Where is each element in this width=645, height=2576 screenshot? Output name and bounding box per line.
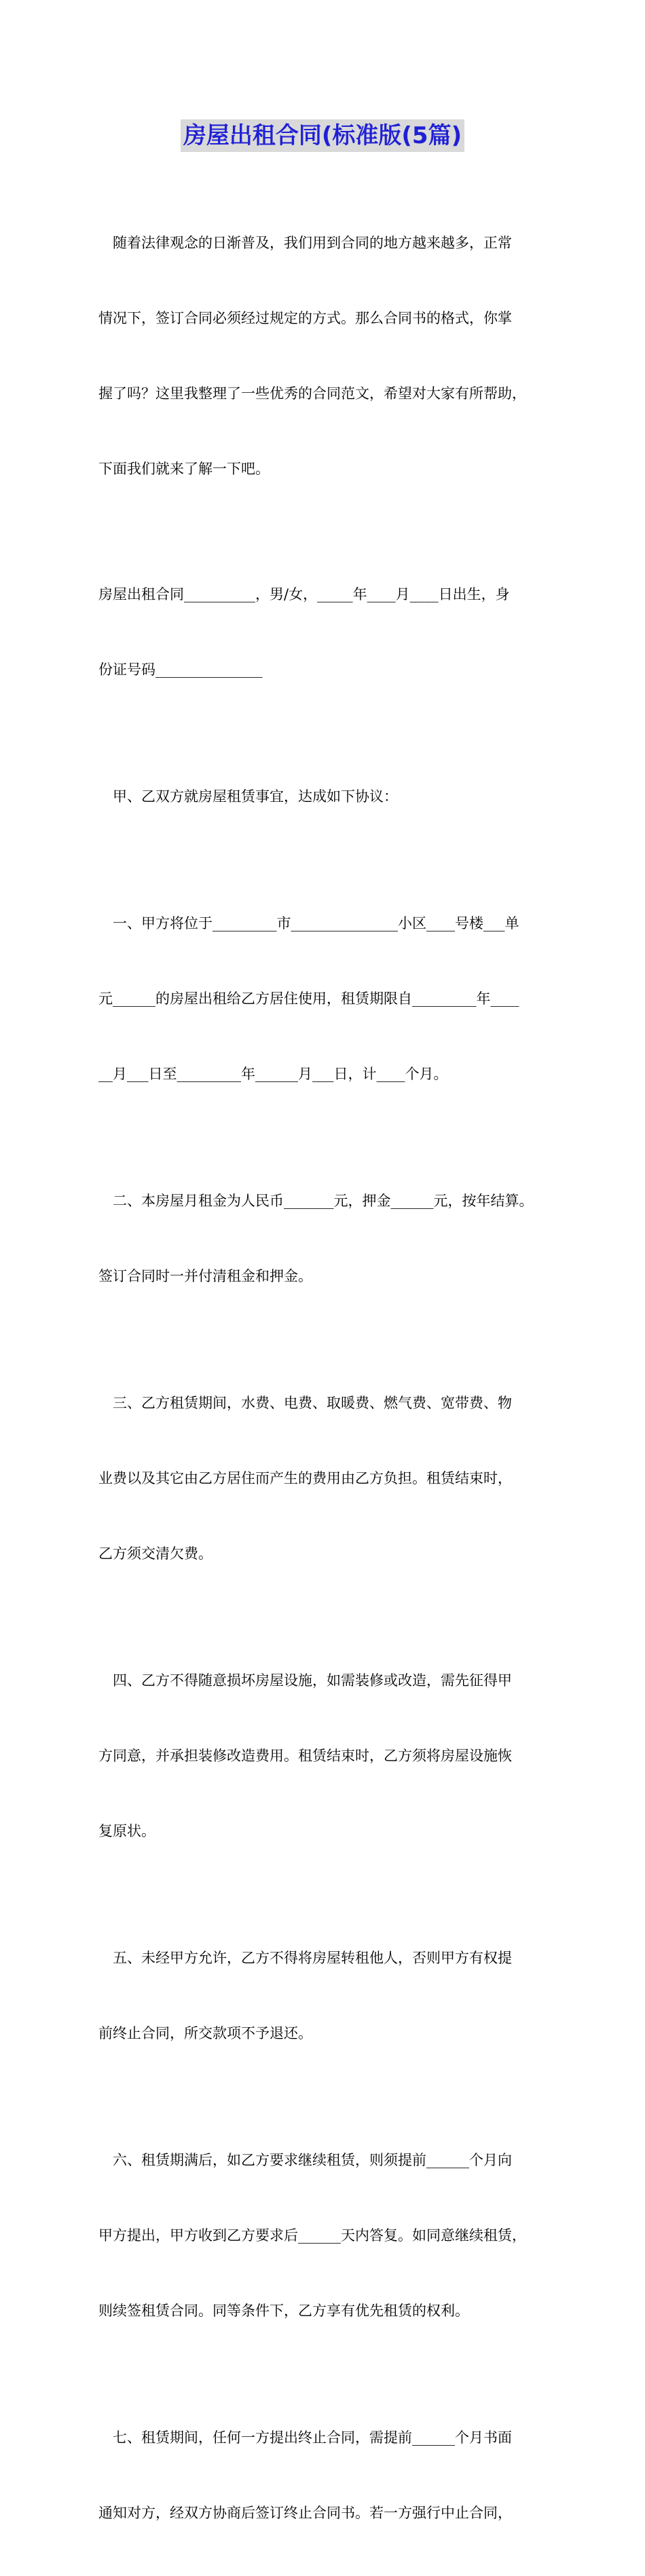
text-line: 二、本房屋月租金为人民币_______元，押金______元，按年结算。 [98, 1193, 534, 1209]
paragraph-clause-3 [98, 1341, 567, 1617]
text-line: 六、租赁期满后，如乙方要求继续租赁，则须提前______个月向 [98, 2152, 512, 2168]
text-line: 乙方须交清欠费。 [98, 1545, 213, 1562]
paragraph-clause-5 [98, 1896, 567, 2096]
document-body [98, 180, 567, 2576]
text-line: 五、未经甲方允许，乙方不得将房屋转租他人，否则甲方有权提 [98, 1950, 512, 1966]
paragraph-clause-6 [98, 2098, 567, 2374]
paragraph-agreement [98, 734, 567, 860]
paragraph-clause-2 [98, 1138, 567, 1339]
title-container [0, 119, 645, 152]
document-title: 房屋出租合同(标准版(5篇) [181, 119, 464, 152]
text-line: 下面我们就来了解一下吧。 [98, 461, 270, 477]
text-line: 方同意，并承担装修改造费用。租赁结束时，乙方须将房屋设施恢 [98, 1748, 512, 1764]
text-line: 通知对方，经双方协商后签订终止合同书。若一方强行中止合同， [98, 2505, 512, 2521]
text-line: 握了吗？这里我整理了一些优秀的合同范文，希望对大家有所帮助， [98, 385, 526, 402]
paragraph-clause-4 [98, 1618, 567, 1894]
text-line: 随着法律观念的日渐普及，我们用到合同的地方越来越多，正常 [98, 235, 512, 251]
paragraph-intro [98, 180, 567, 532]
text-line: 甲方提出，甲方收到乙方要求后______天内答复。如同意继续租赁， [98, 2227, 526, 2244]
text-line: 前终止合同，所交款项不予退还。 [98, 2025, 312, 2041]
paragraph-clause-7 [98, 2375, 567, 2576]
paragraph-clause-1 [98, 861, 567, 1137]
text-line: 则续签租赁合同。同等条件下，乙方享有优先租赁的权利。 [98, 2303, 469, 2319]
text-line: 复原状。 [98, 1823, 155, 1839]
text-line: 签订合同时一并付清租金和押金。 [98, 1268, 312, 1284]
paragraph-party [98, 532, 567, 733]
text-line: 三、乙方租赁期间，水费、电费、取暖费、燃气费、宽带费、物 [98, 1395, 512, 1411]
text-line: 元______的房屋出租给乙方居住使用，租赁期限自_________年____ [98, 991, 519, 1007]
text-line: 一、甲方将位于_________市_______________小区____号楼___单 [98, 915, 519, 931]
text-line: 四、乙方不得随意损坏房屋设施，如需装修或改造，需先征得甲 [98, 1672, 512, 1689]
text-line: 甲、乙双方就房屋租赁事宜，达成如下协议： [98, 788, 398, 805]
text-line: 房屋出租合同__________，男/女，_____年____月____日出生，身 [98, 586, 510, 602]
text-line: 份证号码_______________ [98, 661, 263, 678]
text-line: 情况下，签订合同必须经过规定的方式。那么合同书的格式，你掌 [98, 310, 512, 326]
text-line: __月___日至_________年______月___日，计____个月。 [98, 1066, 448, 1082]
text-line: 业费以及其它由乙方居住而产生的费用由乙方负担。租赁结束时， [98, 1470, 512, 1486]
text-line: 七、租赁期间，任何一方提出终止合同，需提前______个月书面 [98, 2429, 512, 2446]
